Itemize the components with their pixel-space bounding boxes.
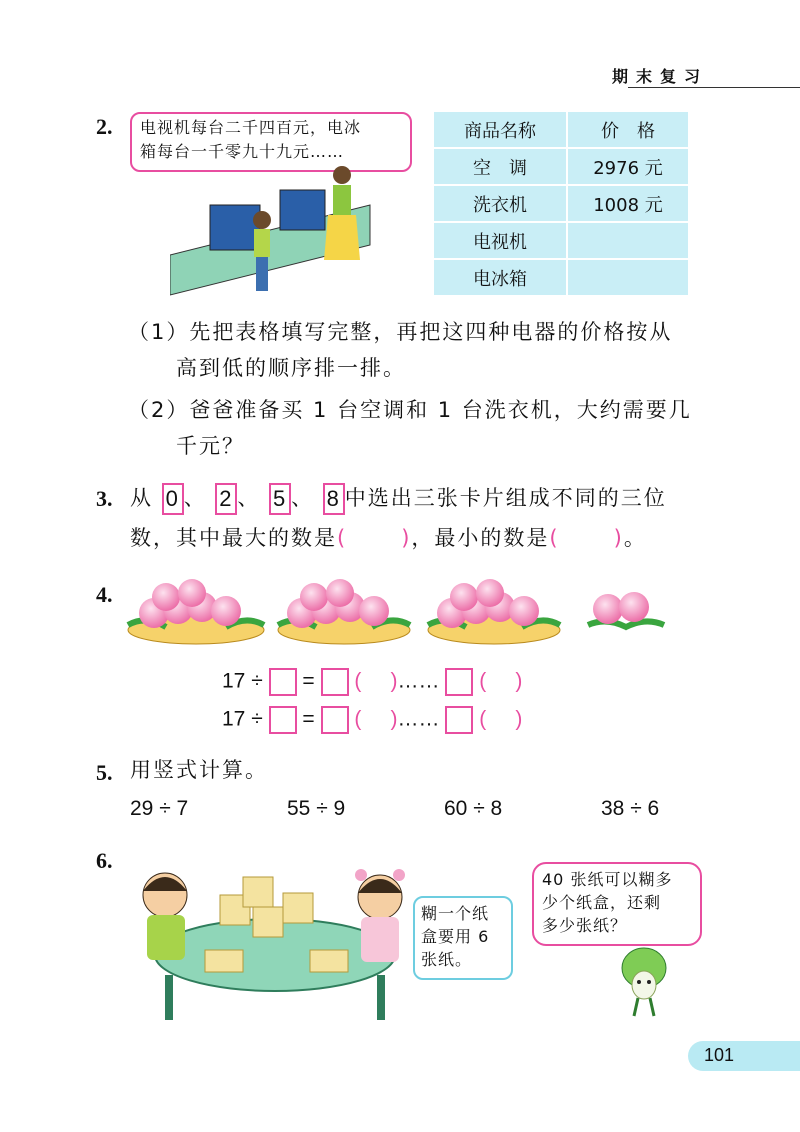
calc-problem-2: 55 ÷ 9 [287,797,346,820]
digit-card-0: 0 [162,483,184,515]
separator: 、 [291,486,315,510]
separator: 、 [237,486,261,510]
product-price-blank[interactable] [567,259,689,296]
digit-card-8: 8 [323,483,345,515]
dividend: 17 ÷ [222,707,263,731]
q2-sub2-line2: 千元？ [176,434,245,458]
product-name: 电视机 [433,222,567,259]
question-6-number: 6. [96,848,113,873]
tv-1 [210,205,260,250]
question-4-number: 4. [96,582,113,607]
product-name: 电冰箱 [433,259,567,296]
product-name: 洗衣机 [433,185,567,222]
calc-problem-4: 38 ÷ 6 [601,797,660,820]
boy-body [254,229,270,257]
saleswoman-head [333,166,351,184]
answer-blank-smallest[interactable] [549,526,623,550]
q3-line2-a: 数，其中最大的数是 [130,526,337,550]
tv-2 [280,190,325,230]
plate-1 [128,579,264,644]
quotient-box[interactable] [321,706,349,734]
remainder-box[interactable] [445,668,473,696]
girl-bubble-line: 张纸。 [421,950,473,969]
plate-3 [428,579,560,644]
calc-problem-3: 60 ÷ 8 [444,797,503,820]
bubble-line-2: 箱每台一千零九十九元…… [140,142,345,161]
paren-close: ) [401,526,412,550]
boy-figure [143,873,187,960]
q3-line1 [130,482,667,515]
saleswoman-skirt [324,215,360,260]
boy-head [253,211,271,229]
question-bubble-line: 多少张纸？ [542,916,628,935]
girl-bubble-line: 盒要用 6 [421,927,490,946]
product-price: 2976 元 [567,148,689,185]
header-divider [628,87,800,88]
q5-title: 用竖式计算。 [130,758,268,782]
q3-line2-b: ，最小的数是 [411,526,550,550]
saleswoman-top [333,185,351,215]
table-row [433,259,689,296]
girl-figure [355,869,405,962]
q3-prefix: 从 [130,486,153,510]
paren-open: ( [337,526,348,550]
table-row [433,148,689,185]
plate-2 [278,579,410,644]
calc-problem-1: 29 ÷ 7 [130,797,189,820]
digit-card-2: 2 [215,483,237,515]
question-2-number: 2. [96,114,113,139]
separator: 、 [183,486,207,510]
table-row [433,222,689,259]
q3-suffix: 中选出三张卡片组成不同的三位 [344,486,667,510]
paren-open: ( [549,526,560,550]
speech-bubble-prices [130,112,412,172]
quotient-unit-blank[interactable]: ( ) [354,669,398,693]
tv-store-illustration [170,165,410,305]
loose-peaches [588,592,664,627]
paren-close: ) [613,526,624,550]
question-bubble-line: 40 张纸可以糊多 [542,870,673,889]
remainder-unit-blank[interactable]: ( ) [479,669,523,693]
girl-speech-bubble [413,896,513,980]
girl-bubble-line: 糊一个纸 [421,904,490,923]
header-price: 价 格 [567,111,689,148]
header-product-name: 商品名称 [433,111,567,148]
page-number: 101 [704,1045,735,1065]
digit-card-5: 5 [269,483,291,515]
cabbage-mascot-icon [614,940,674,1020]
question-5-number: 5. [96,760,113,785]
question-3-number: 3. [96,486,113,511]
remainder-dots: …… [397,669,440,693]
divisor-box[interactable] [269,706,297,734]
q2-sub1-line1: （1）先把表格填写完整，再把这四种电器的价格按从 [128,320,673,344]
q2-sub2-line1: （2）爸爸准备买 1 台空调和 1 台洗衣机，大约需要几 [128,398,692,422]
paper-stack [205,950,243,972]
quotient-unit-blank[interactable]: ( ) [354,707,398,731]
remainder-box[interactable] [445,706,473,734]
equation-row-2 [222,706,522,734]
price-table [432,110,690,297]
q2-sub1-line2: 高到低的顺序排一排。 [176,356,406,380]
equals-sign: = [302,669,315,693]
table-row [433,185,689,222]
table-leg [165,975,173,1020]
answer-blank-largest[interactable] [337,526,411,550]
question-speech-bubble [532,862,702,946]
question-bubble-line: 少个纸盒，还剩 [542,893,662,912]
table-leg [377,975,385,1020]
product-name: 空 调 [433,148,567,185]
q3-line2 [130,528,647,549]
paper-stack [310,950,348,972]
peach-plates-illustration [126,575,676,650]
equation-row-1 [222,668,522,696]
table-header-row [433,111,689,148]
remainder-dots: …… [397,707,440,731]
children-folding-boxes-illustration [125,855,415,1025]
quotient-box[interactable] [321,668,349,696]
q3-line2-end: 。 [623,526,647,550]
boy-legs [256,257,268,291]
remainder-unit-blank[interactable]: ( ) [479,707,523,731]
dividend: 17 ÷ [222,669,263,693]
equals-sign: = [302,707,315,731]
section-title: 期末复习 [611,67,708,86]
product-price: 1008 元 [567,185,689,222]
bubble-line-1: 电视机每台二千四百元，电冰 [140,118,362,137]
divisor-box[interactable] [269,668,297,696]
product-price-blank[interactable] [567,222,689,259]
